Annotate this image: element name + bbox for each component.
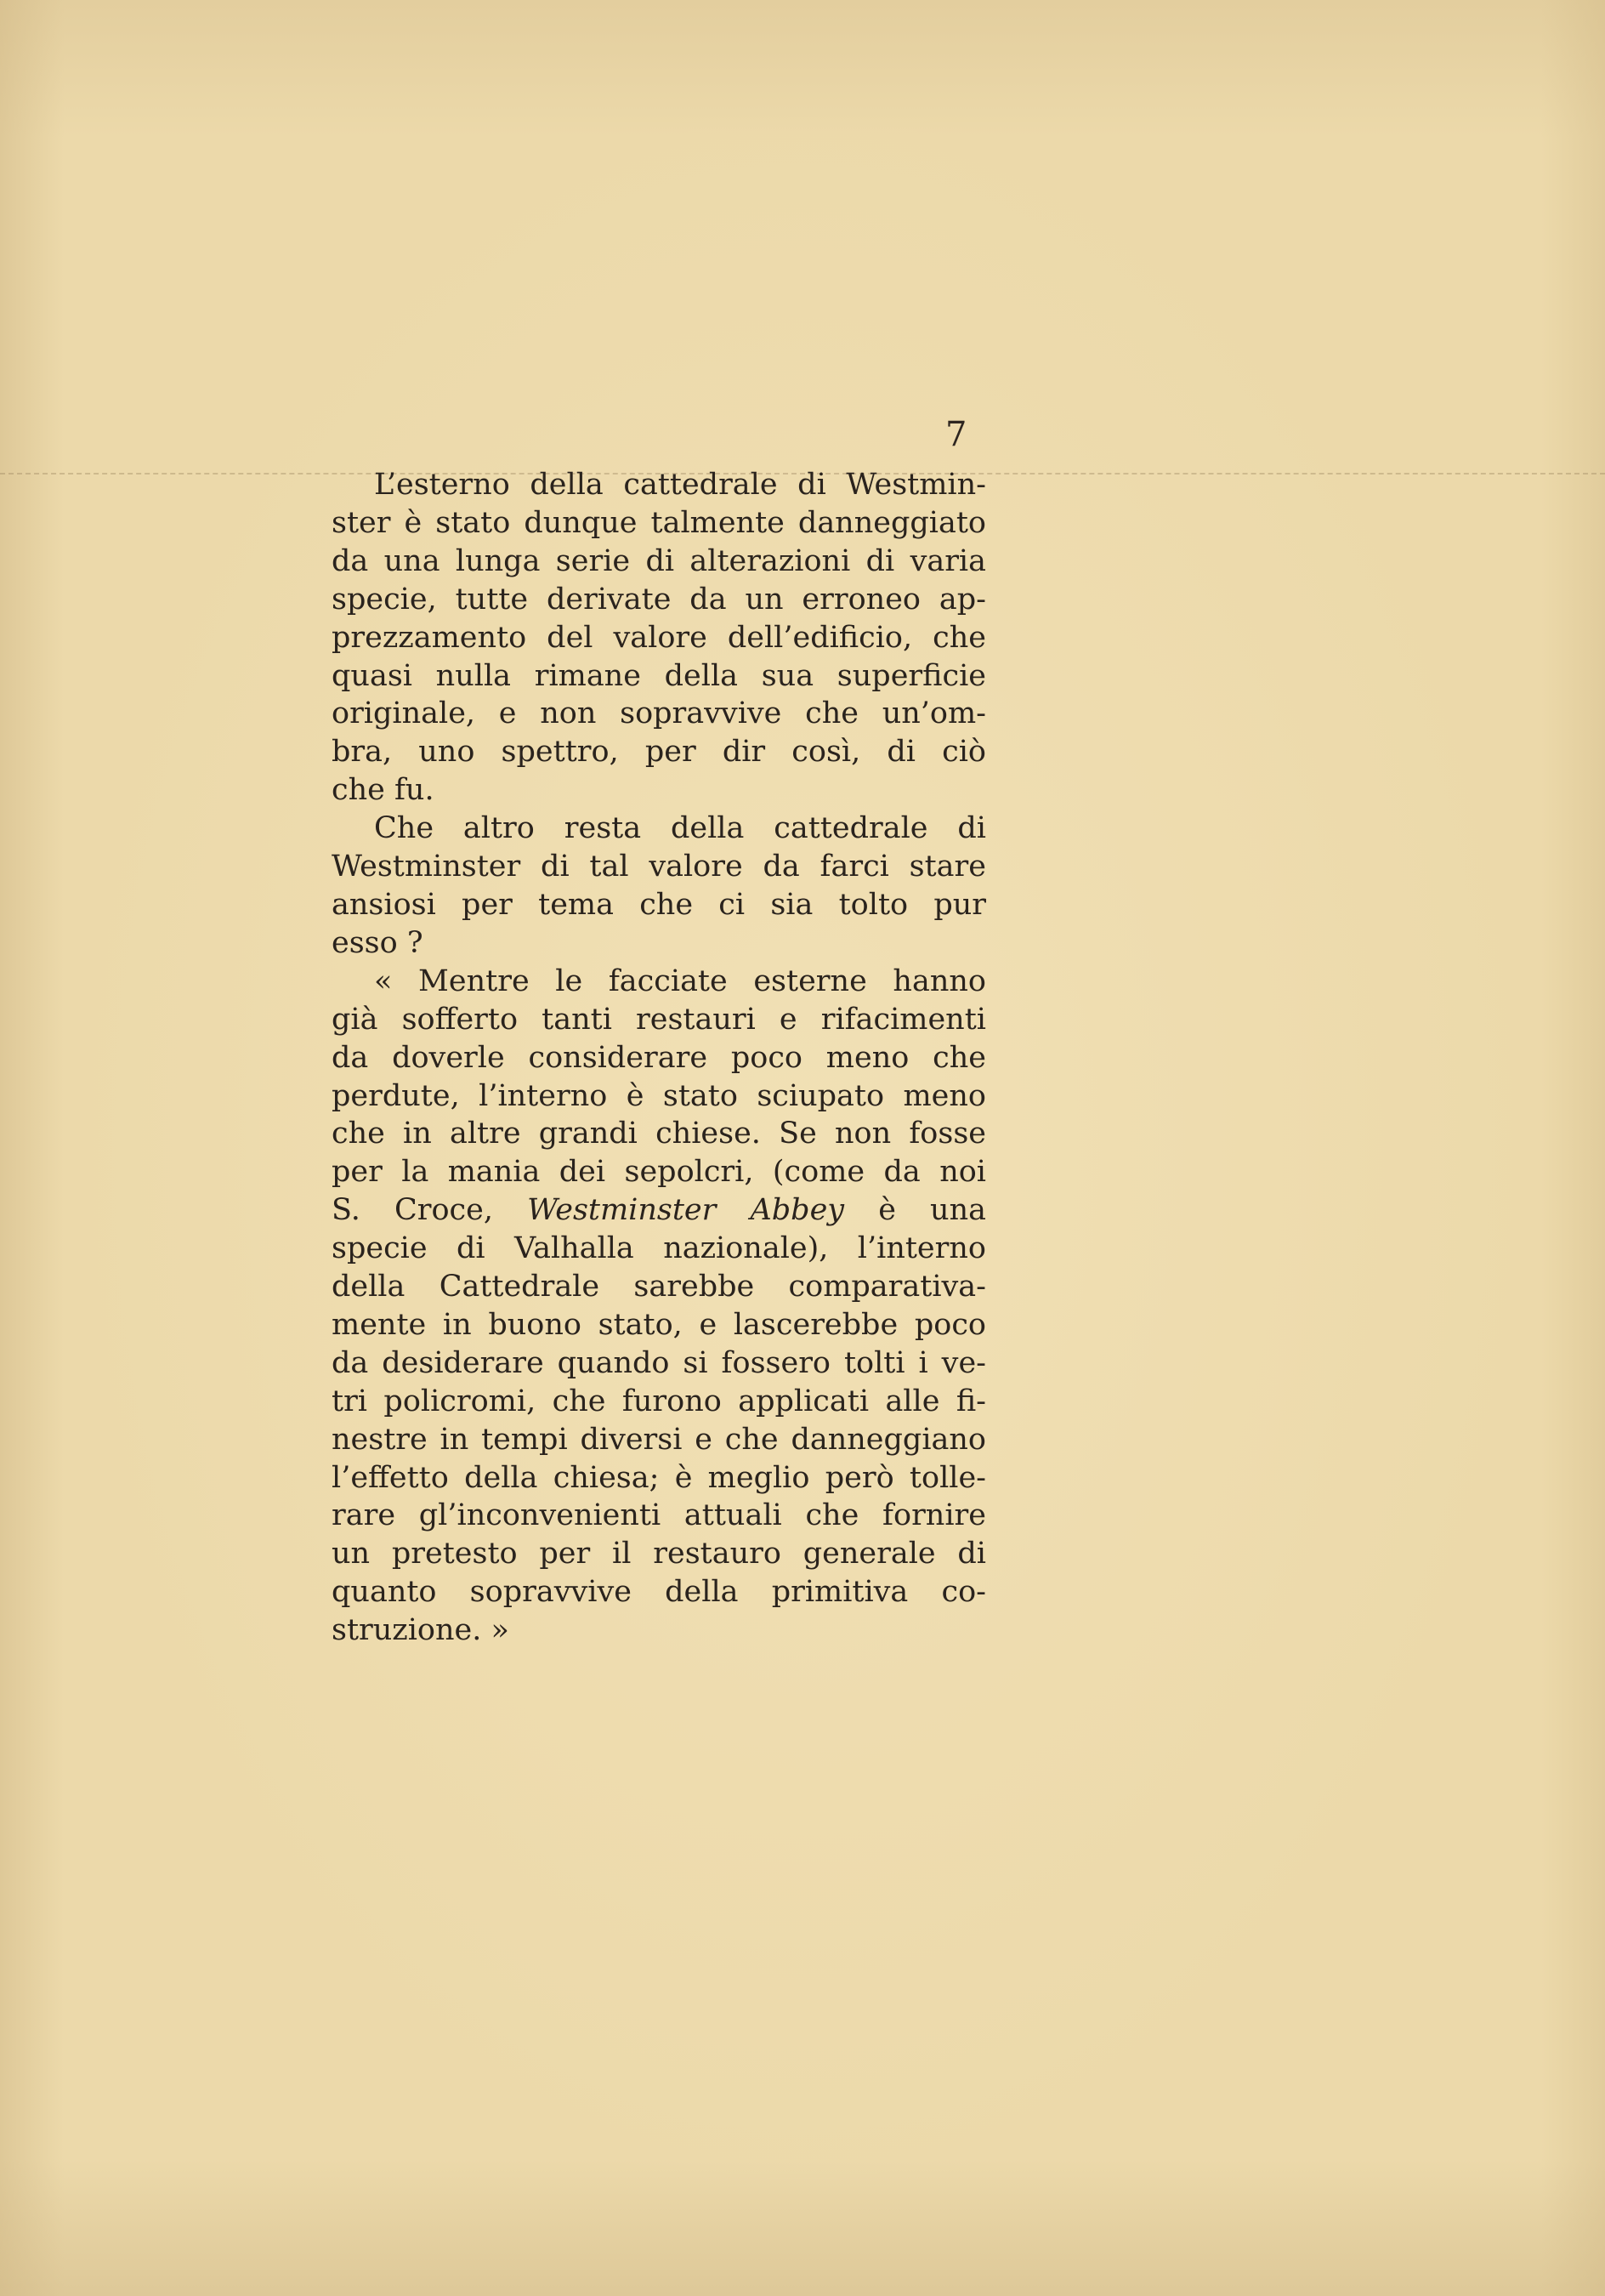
text-segment: è una [878,1193,986,1228]
italic-title: Westminster Abbey [527,1193,845,1228]
text-line: un pretesto per il restauro generale di [332,1537,986,1571]
text-line: Che altro resta della cattedrale di [374,811,986,846]
text-line: quasi nulla rimane della sua superficie [332,658,986,693]
text-line: della Cattedrale sarebbe comparativa- [332,1270,986,1304]
text-line: per la mania dei sepolcri, (come da noi [332,1155,986,1190]
text-segment: S. Croce, [332,1193,493,1228]
text-line: già sofferto tanti restauri e rifacimenti [332,1002,986,1037]
page-number: 7 [945,415,967,454]
text-line: che in altre grandi chiese. Se non fosse [332,1117,986,1151]
text-line: l’effetto della chiesa; è meglio però tolle- [332,1460,986,1495]
text-line: tri policromi, che furono applicati alle fi- [332,1384,986,1418]
text-line: prezzamento del valore dell’edificio, che [332,620,986,655]
text-line: specie di Valhalla nazionale), l’interno [332,1231,986,1266]
text-line: esso ? [332,925,423,960]
text-line: bra, uno spettro, per dir così, di ciò [332,735,986,770]
text-line: che fu. [332,773,434,808]
text-line: Westminster di tal valore da farci stare [332,850,986,884]
body-text [332,466,986,1650]
text-line: L’esterno della cattedrale di Westmin- [374,468,986,502]
text-line: ster è stato dunque talmente danneggiato [332,505,986,540]
text-line: perdute, l’interno è stato sciupato meno [332,1078,986,1113]
text-line: da una lunga serie di alterazioni di varia [332,543,986,578]
text-line-with-italic [332,1191,986,1230]
text-line: struzione. » [332,1613,509,1648]
text-line: rare gl’inconvenienti attuali che fornire [332,1498,986,1533]
text-line: da doverle considerare poco meno che [332,1040,986,1075]
text-line: quanto sopravvive della primitiva co- [332,1575,986,1610]
text-line: nestre in tempi diversi e che danneggiano [332,1422,986,1457]
text-line: specie, tutte derivate da un erroneo ap- [332,582,986,617]
text-line: « Mentre le facciate esterne hanno [374,963,986,998]
text-line: mente in buono stato, e lascerebbe poco [332,1307,986,1342]
text-line: ansiosi per tema che ci sia tolto pur [332,887,986,922]
text-line: da desiderare quando si fossero tolti i ve- [332,1345,986,1380]
text-line: originale, e non sopravvive che un’om- [332,696,986,731]
